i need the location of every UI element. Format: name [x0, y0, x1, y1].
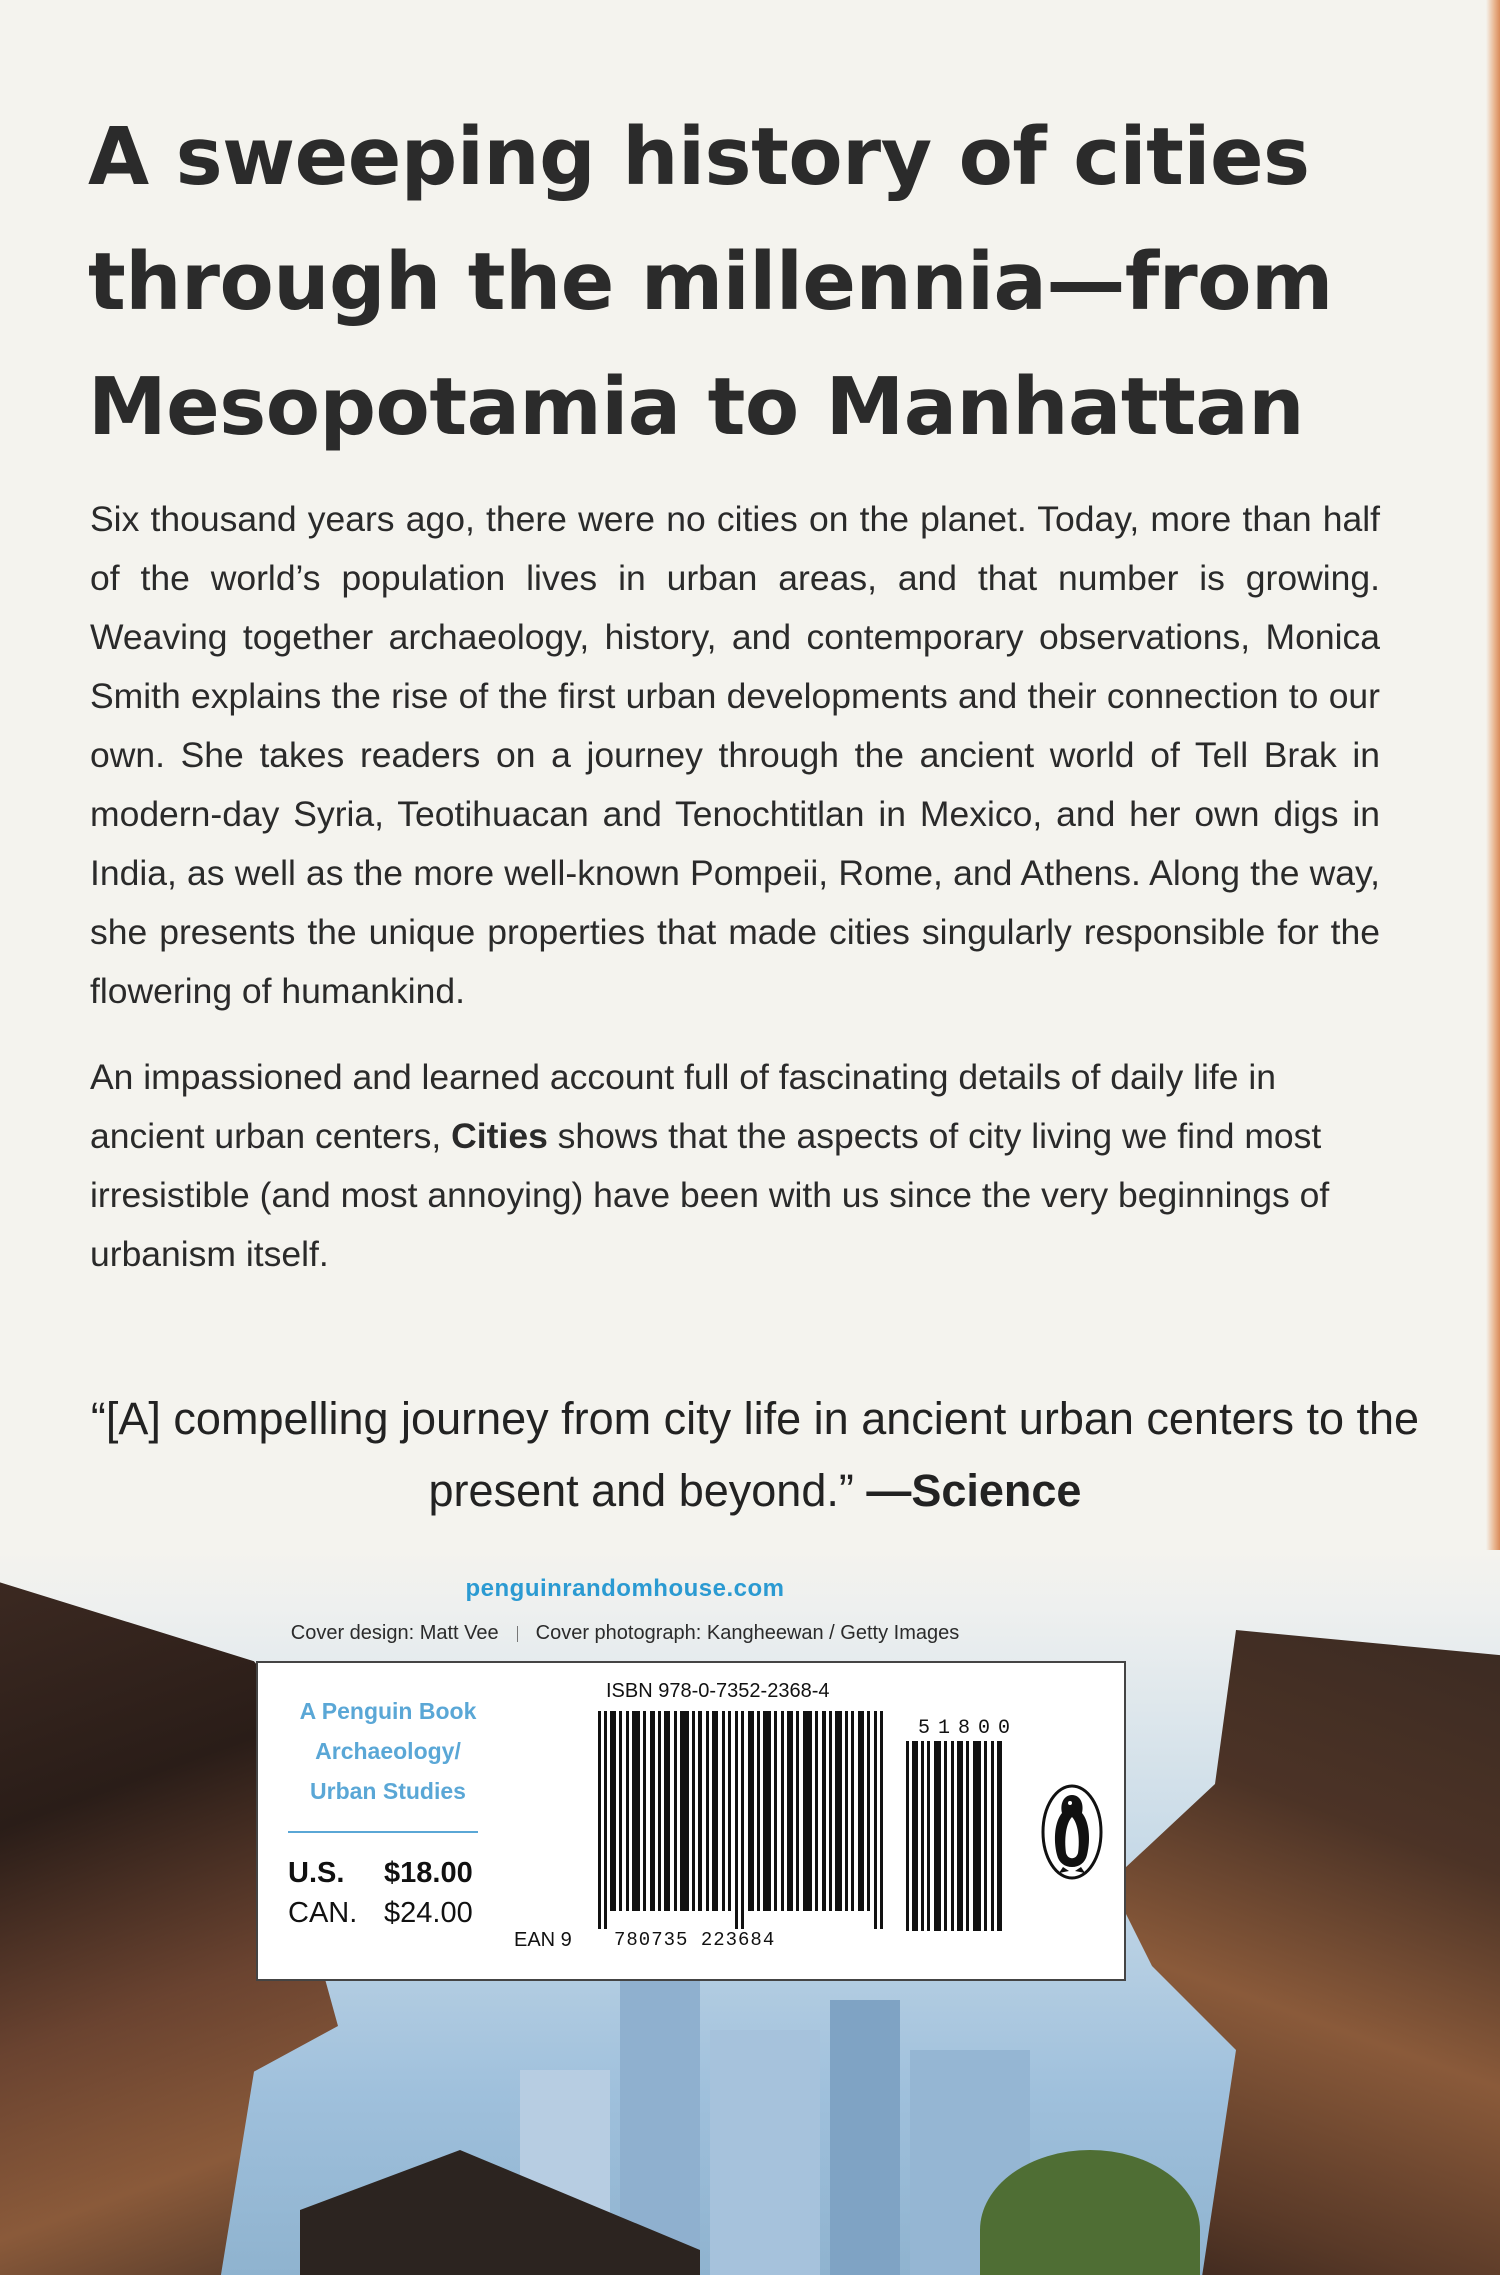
paragraph-2-text-after: shows that the aspects of city living we find most irresistible (and most annoying) have been with us since the very beginnings of urbanism itself. [90, 1116, 1330, 1274]
photo-building [710, 2030, 820, 2275]
credit-separator [517, 1626, 518, 1642]
imprint-divider [288, 1831, 478, 1833]
price-us-value: $18.00 [384, 1857, 473, 1889]
isbn: ISBN 978-0-7352-2368-4 [606, 1680, 830, 1702]
review-quote [60, 1383, 1450, 1527]
photo-building [830, 2000, 900, 2275]
description [90, 490, 1380, 1311]
imprint-line-2: Archaeology/ [315, 1738, 461, 1764]
price-can-value: $24.00 [384, 1897, 473, 1929]
headline-line-2: through the millennia—from [88, 236, 1333, 328]
imprint [288, 1691, 488, 1811]
imprint-line-1: A Penguin Book [299, 1698, 477, 1724]
cover-photo-credit: Cover photograph: Kangheewan / Getty Images [535, 1622, 960, 1644]
cover-edge-stripe [1486, 0, 1500, 1560]
price-us [288, 1853, 488, 1893]
ean-barcode [598, 1711, 888, 1929]
ean-label: EAN 9 [514, 1929, 572, 1951]
price-addon-barcode [906, 1741, 1006, 1931]
cover-credits [0, 1622, 1250, 1645]
price-us-label: U.S. [288, 1857, 345, 1889]
publisher-website[interactable]: penguinrandomhouse.com [465, 1575, 785, 1602]
description-paragraph-2 [90, 1048, 1380, 1284]
imprint-and-price [288, 1691, 488, 1933]
price-can [288, 1893, 488, 1933]
quote-text: “[A] compelling journey from city life in ancient urban centers to the present and beyond.” [90, 1393, 1420, 1516]
description-paragraph-1: Six thousand years ago, there were no cities on the planet. Today, more than half of the world’s population lives in urban areas, and that number is growing. Weaving together archaeology, history, and contemporary observations, Monica Smith explains the rise of the first urban developments and their connection to our own. She takes readers on a journey through the ancient world of Tell Brak in modern-day Syria, Teotihuacan and Tenochtitlan in Mexico, and her own digs in India, as well as the more well-known Pompeii, Rome, and Athens. Along the way, she presents the unique properties that made cities singularly responsible for the flowering of humankind. [90, 499, 1380, 1011]
headline-line-3: Mesopotamia to Manhattan [88, 361, 1304, 453]
paragraph-2-text-before: An impassioned and learned account full of fascinating details of daily life in ancient urban centers, [90, 1057, 1277, 1156]
book-title: Cities [451, 1116, 548, 1156]
imprint-line-3: Urban Studies [310, 1778, 466, 1804]
penguin-logo [1041, 1783, 1103, 1881]
barcode-box [256, 1661, 1126, 1981]
price-list [288, 1853, 488, 1933]
headline-line-1: A sweeping history of cities [88, 111, 1310, 203]
cover-design-credit: Cover design: Matt Vee [290, 1622, 499, 1644]
addon-digits: 51800 [918, 1717, 1019, 1740]
headline [88, 95, 1428, 470]
quote-source: —Science [866, 1465, 1082, 1516]
ean-digits: 780735 223684 [614, 1929, 776, 1951]
price-can-label: CAN. [288, 1897, 358, 1929]
